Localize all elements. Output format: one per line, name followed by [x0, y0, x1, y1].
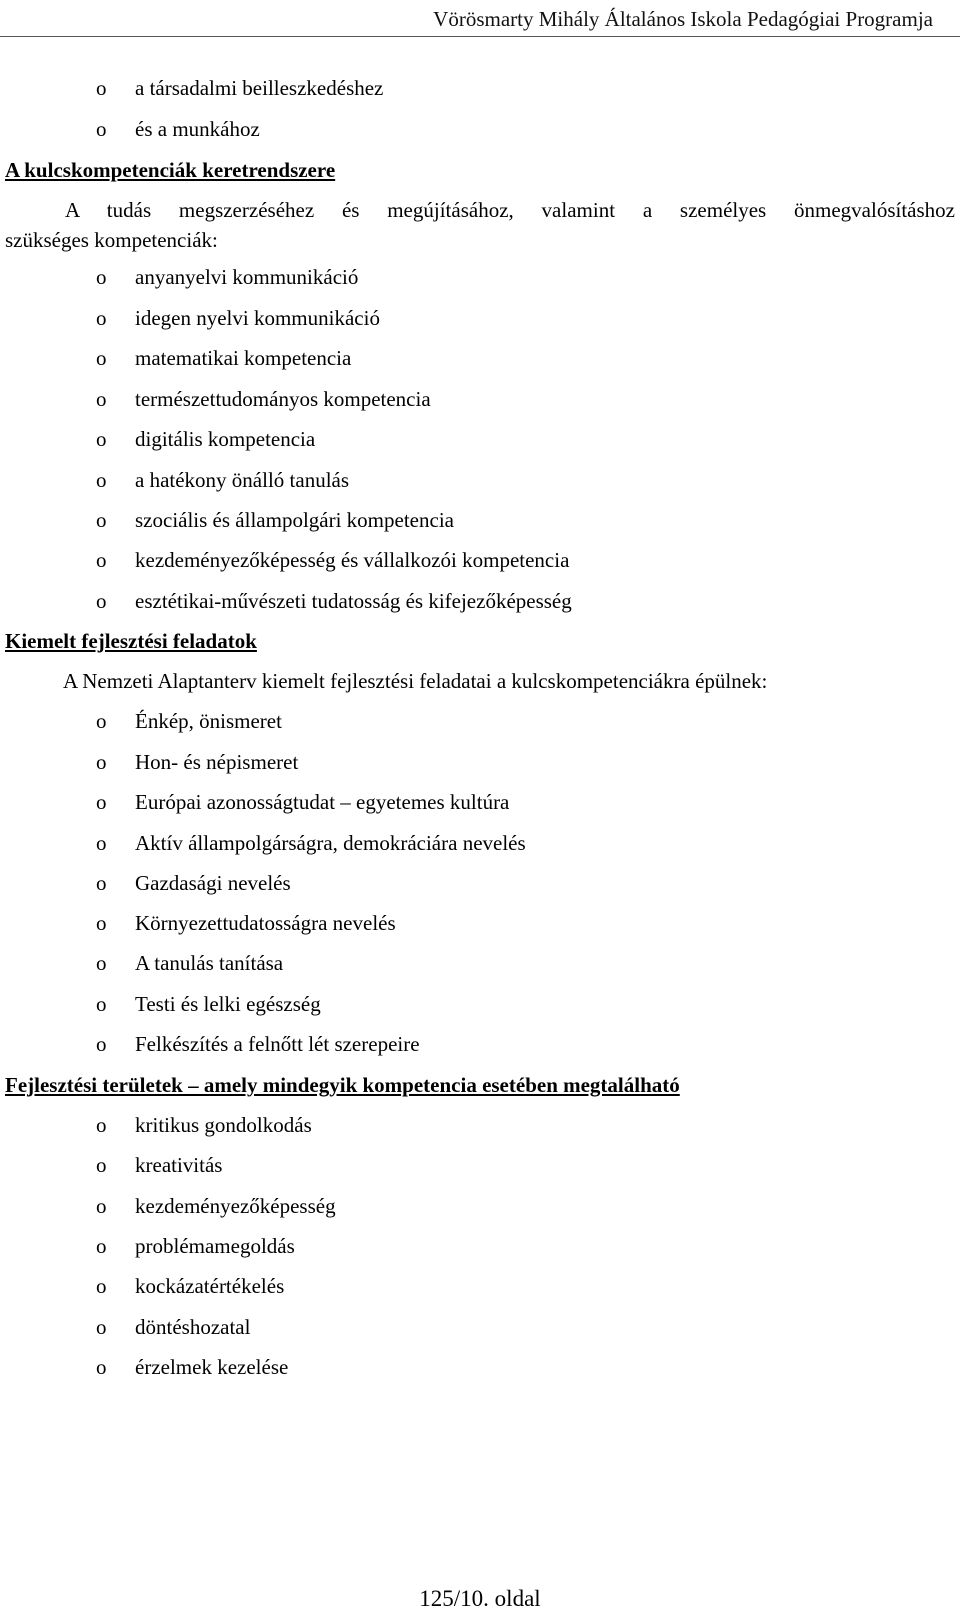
- bullet-icon: o: [96, 750, 107, 774]
- list-item: szociális és állampolgári kompetencia: [135, 508, 454, 532]
- bullet-icon: o: [96, 306, 107, 330]
- list-item: kezdeményezőképesség és vállalkozói kompetencia: [135, 548, 570, 572]
- list-item: Énkép, önismeret: [135, 709, 282, 733]
- list-item: digitális kompetencia: [135, 427, 316, 451]
- list-item: kezdeményezőképesség: [135, 1194, 336, 1218]
- bullet-icon: o: [96, 117, 107, 141]
- bullet-icon: o: [96, 468, 107, 492]
- bullet-icon: o: [96, 911, 107, 935]
- bullet-icon: o: [96, 992, 107, 1016]
- list-item: kockázatértékelés: [135, 1274, 285, 1298]
- list-item: érzelmek kezelése: [135, 1355, 289, 1379]
- bullet-icon: o: [96, 1274, 107, 1298]
- bullet-icon: o: [96, 508, 107, 532]
- bullet-icon: o: [96, 831, 107, 855]
- list-item: Testi és lelki egészség: [135, 992, 321, 1016]
- bullet-icon: o: [96, 871, 107, 895]
- bullet-icon: o: [96, 346, 107, 370]
- bullet-icon: o: [96, 1032, 107, 1056]
- bullet-icon: o: [96, 589, 107, 613]
- page-number: 125/10. oldal: [419, 1586, 541, 1611]
- list-item: problémamegoldás: [135, 1234, 295, 1258]
- list-item: matematikai kompetencia: [135, 346, 352, 370]
- section-paragraph: [5, 195, 955, 255]
- list-item: természettudományos kompetencia: [135, 387, 431, 411]
- bullet-icon: o: [96, 1355, 107, 1379]
- paragraph-line: szükséges kompetenciák:: [5, 228, 218, 252]
- bullet-icon: o: [96, 709, 107, 733]
- section-heading-kulcskompetenciak: A kulcskompetenciák keretrendszere: [5, 158, 336, 182]
- bullet-icon: o: [96, 427, 107, 451]
- list-item: Európai azonosságtudat – egyetemes kultúra: [135, 790, 510, 814]
- bullet-icon: o: [96, 76, 107, 100]
- list-item: A tanulás tanítása: [135, 951, 284, 975]
- header-title: Vörösmarty Mihály Általános Iskola Pedagógiai Programja: [433, 7, 933, 31]
- list-item: Aktív állampolgárságra, demokráciára nevelés: [135, 831, 526, 855]
- list-item: kreativitás: [135, 1153, 223, 1177]
- page-header: [0, 0, 960, 37]
- bullet-icon: o: [96, 1153, 107, 1177]
- list-item: Felkészítés a felnőtt lét szerepeire: [135, 1032, 420, 1056]
- list-item: idegen nyelvi kommunikáció: [135, 306, 380, 330]
- bullet-icon: o: [96, 790, 107, 814]
- list-item: anyanyelvi kommunikáció: [135, 265, 359, 289]
- list-item: Környezettudatosságra nevelés: [135, 911, 396, 935]
- list-item: a társadalmi beilleszkedéshez: [135, 76, 384, 100]
- bullet-icon: o: [96, 1113, 107, 1137]
- list-item: a hatékony önálló tanulás: [135, 468, 350, 492]
- list-item: döntéshozatal: [135, 1315, 251, 1339]
- list-item: Gazdasági nevelés: [135, 871, 291, 895]
- bullet-icon: o: [96, 1315, 107, 1339]
- bullet-icon: o: [96, 548, 107, 572]
- bullet-icon: o: [96, 387, 107, 411]
- bullet-icon: o: [96, 951, 107, 975]
- list-item: Hon- és népismeret: [135, 750, 299, 774]
- section-paragraph: A Nemzeti Alaptanterv kiemelt fejlesztési feladatai a kulcskompetenciákra épülnek:: [63, 669, 768, 693]
- bullet-icon: o: [96, 1234, 107, 1258]
- paragraph-line: A tudás megszerzéséhez és megújításához, valamint a személyes önmegvalósításhoz: [65, 198, 955, 222]
- section-heading-kiemelt-feladatok: Kiemelt fejlesztési feladatok: [5, 629, 257, 653]
- bullet-icon: o: [96, 265, 107, 289]
- list-item: esztétikai-művészeti tudatosság és kifejezőképesség: [135, 589, 572, 613]
- list-item: és a munkához: [135, 117, 260, 141]
- list-item: kritikus gondolkodás: [135, 1113, 312, 1137]
- section-heading-fejlesztesi-teruletek: Fejlesztési területek – amely mindegyik kompetencia esetében megtalálható: [5, 1073, 680, 1097]
- bullet-icon: o: [96, 1194, 107, 1218]
